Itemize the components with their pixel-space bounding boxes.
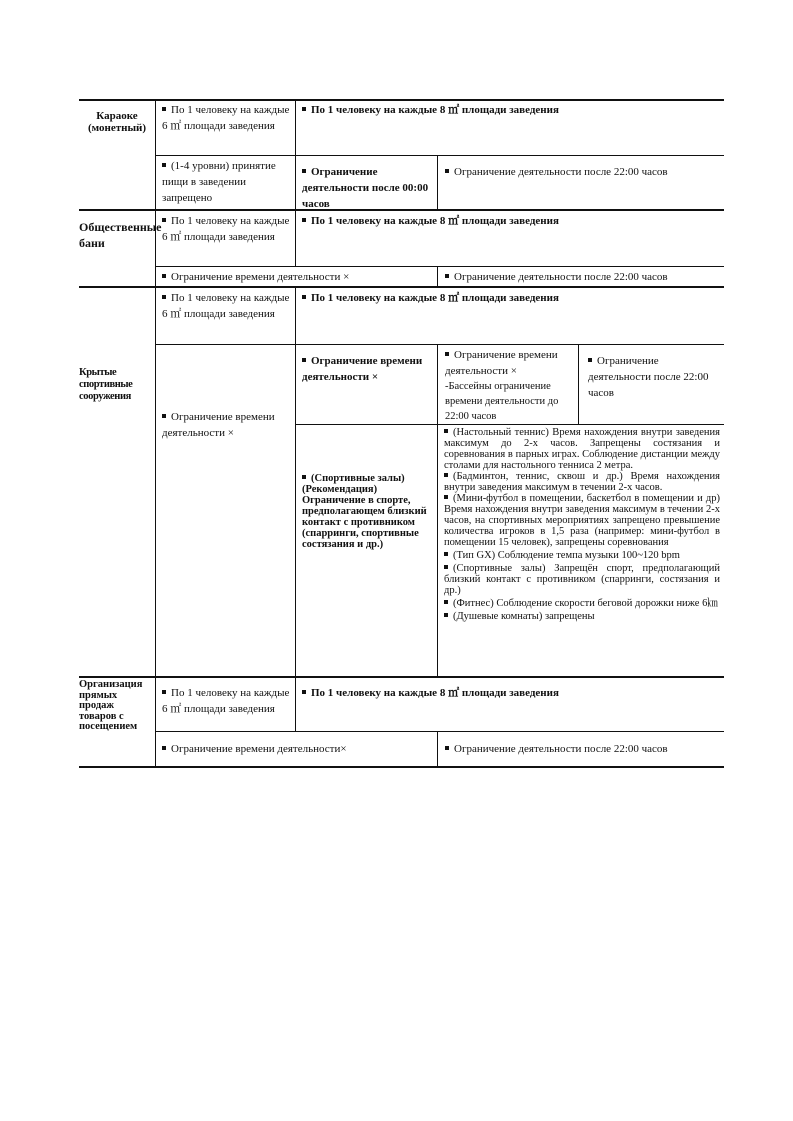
bullet-icon [444, 552, 448, 556]
baths-hours-left: Ограничение времени деятельности × [162, 269, 434, 285]
bullet-icon [588, 358, 592, 362]
bullet-icon [302, 218, 306, 222]
bullet-icon [302, 295, 306, 299]
column-divider [295, 99, 296, 266]
bullet-icon [444, 600, 448, 604]
sales-capacity-right: По 1 человеку на каждые 8 ㎡ площади заведения [302, 685, 720, 701]
bullet-icon [445, 352, 449, 356]
bullet-icon [444, 495, 448, 499]
column-divider [295, 286, 296, 676]
sports-halls-recommendation: (Спортивные залы) (Рекомендация) Ограничение в спорте, предполагающем близкий контакт с противником (спарринги, спортивные состязания и др.) [302, 473, 427, 550]
row-divider [295, 424, 724, 425]
category-public-baths: Общественные бани [79, 220, 162, 250]
baths-capacity-left: По 1 человеку на каждые 6 ㎡ площади заведения [162, 215, 290, 243]
bullet-icon [162, 163, 166, 167]
bullet-icon [444, 613, 448, 617]
sales-capacity-left: По 1 человеку на каждые 6 ㎡ площади заведения [162, 687, 290, 715]
karaoke-capacity-left: По 1 человеку на каждые 6 ㎡ площади заведения [162, 104, 290, 132]
bullet-icon [302, 358, 306, 362]
karaoke-food-rule: (1-4 уровни) принятие пищи в заведении запрещено [162, 160, 276, 204]
baths-capacity-right: По 1 человеку на каждые 8 ㎡ площади заведения [302, 213, 720, 229]
list-item: (Бадминтон, теннис, сквош и др.) Время нахождения внутри заведения максимум в течении 2-х часов. [444, 471, 720, 493]
karaoke-hours-mid: Ограничение деятельности после 00:00 часов [302, 166, 429, 210]
row-divider [155, 344, 724, 345]
column-divider [437, 424, 438, 676]
table-top-border [79, 99, 724, 101]
bullet-icon [445, 274, 449, 278]
sports-hours-left: Ограничение времени деятельности × [162, 411, 275, 439]
bullet-icon [444, 565, 448, 569]
bullet-icon [162, 414, 166, 418]
sports-hours-d: Ограничение деятельности после 22:00 часов [588, 355, 709, 399]
bullet-icon [444, 429, 448, 433]
sports-capacity-left: По 1 человеку на каждые 6 ㎡ площади заведения [162, 292, 290, 320]
column-divider [437, 155, 438, 209]
karaoke-capacity-right: По 1 человеку на каждые 8 ㎡ площади заведения [302, 102, 720, 118]
table-bottom-border [79, 766, 724, 768]
column-divider [155, 99, 156, 768]
sales-hours-left: Ограничение времени деятельности× [162, 741, 434, 757]
list-item: (Фитнес) Соблюдение скорости беговой дорожки ниже 6㎞ [444, 598, 720, 609]
list-item: (Тип GX) Соблюдение темпа музыки 100~120 bpm [444, 550, 720, 561]
karaoke-hours-right: Ограничение деятельности после 22:00 часов [445, 164, 720, 180]
sales-hours-right: Ограничение деятельности после 22:00 часов [445, 741, 720, 757]
bullet-icon [302, 107, 306, 111]
category-direct-sales: Организация прямых продаж товаров с посещением [79, 679, 143, 732]
section-divider [79, 286, 724, 288]
list-item: (Спортивные залы) Запрещён спорт, предполагающий близкий контакт с противником (спарринги, состязания и др.) [444, 563, 720, 596]
section-divider [79, 676, 724, 678]
sports-capacity-right: По 1 человеку на каждые 8 ㎡ площади заведения [302, 290, 720, 306]
pool-hours-note: -Бассейны ограничение времени деятельности до 22:00 часов [445, 381, 559, 422]
bullet-icon [162, 274, 166, 278]
list-item: (Душевые комнаты) запрещены [444, 611, 720, 622]
column-divider [295, 676, 296, 731]
bullet-icon [444, 473, 448, 477]
bullet-icon [162, 295, 166, 299]
column-divider [437, 344, 438, 424]
sports-hours-c-line: Ограничение времени деятельности × [445, 349, 558, 377]
bullet-icon [302, 475, 306, 479]
bullet-icon [162, 107, 166, 111]
list-item: (Настольный теннис) Время нахождения внутри заведения максимум до 2-х часов. Запрещены состязания и соревнования в парных играх. Соблюдение дистанции между столами для настольного тенниса 2 метра. [444, 427, 720, 471]
sports-hours-b: Ограничение времени деятельности × [302, 355, 423, 383]
sports-hours-c [445, 347, 575, 424]
bullet-icon [162, 218, 166, 222]
row-divider [155, 266, 724, 267]
bullet-icon [445, 746, 449, 750]
category-indoor-sports: Крытые спортивные сооружения [79, 367, 133, 402]
bullet-icon [445, 169, 449, 173]
category-karaoke: Караоке (монетный) [87, 110, 147, 134]
row-divider [155, 155, 724, 156]
column-divider [437, 731, 438, 768]
column-divider [437, 266, 438, 286]
bullet-icon [302, 690, 306, 694]
baths-hours-right: Ограничение деятельности после 22:00 часов [445, 269, 720, 285]
row-divider [155, 731, 724, 732]
bullet-icon [162, 746, 166, 750]
sports-detail-list [444, 427, 720, 622]
list-item: (Мини-футбол в помещении, баскетбол в помещении и др) Время нахождения внутри заведения максимум в течении 2-х часов, на спортивных мероприятиях запрещено превышение количества игроков в 1,5 раза (например: мини-футбол в помещении 15 человек), запрещены соревнования [444, 493, 720, 548]
column-divider [578, 344, 579, 424]
bullet-icon [302, 169, 306, 173]
bullet-icon [162, 690, 166, 694]
